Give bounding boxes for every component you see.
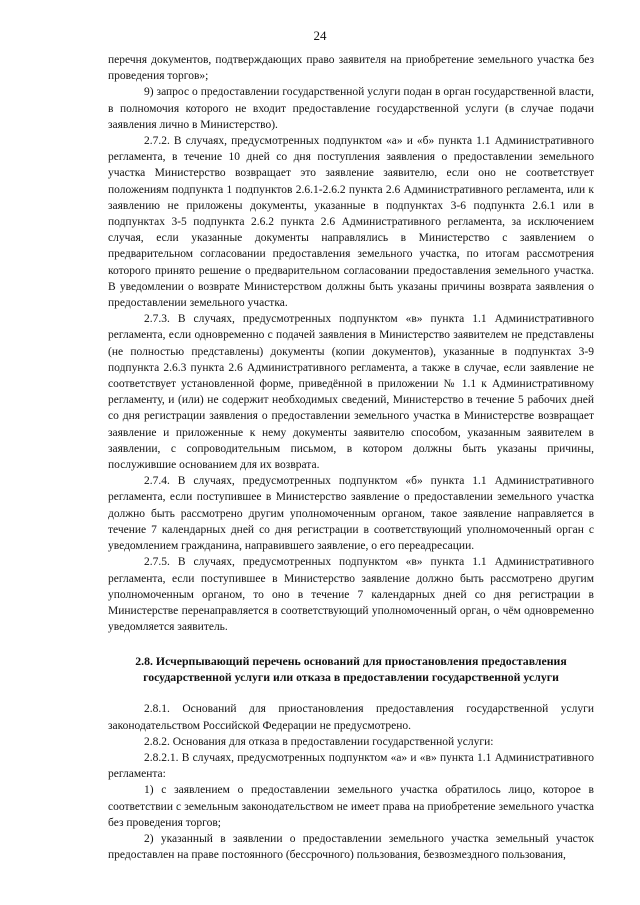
paragraph-item-9: 9) запрос о предоставлении государственной услуги подан в орган государственной власти, в полномочия которого не входит предоставление государственной услуги (в случае подачи заявления лично в Министерство). <box>108 86 594 131</box>
document-body <box>108 52 594 863</box>
paragraph-2-7-4: 2.7.4. В случаях, предусмотренных подпунктом «б» пункта 1.1 Административного регламента, если поступившее в Министерство заявление о предоставлении земельного участка должно быть рассмотрено другим уполномоченным органом, такое заявление направляется в течение 7 календарных дней со дня регистрации в соответствующий уполномоченный орган с уведомлением гражданина, направившего заявление, о его переадресации. <box>108 475 594 553</box>
paragraph-2-7-5: 2.7.5. В случаях, предусмотренных подпунктом «в» пункта 1.1 Административного регламента, если поступившее в Министерство заявление должно быть рассмотрено другим уполномоченным органом, то оно в течение 7 календарных дней со дня регистрации в Министерстве перенаправляется в соответствующий уполномоченный орган, о чём одновременно уведомляется заявитель. <box>108 556 594 634</box>
section-heading-2-8: 2.8. Исчерпывающий перечень оснований для приостановления предоставления государственной услуги или отказа в предоставлении государственной услуги <box>135 654 567 685</box>
paragraph-2-8-1: 2.8.1. Оснований для приостановления предоставления государственной услуги законодательством Российской Федерации не предусмотрено. <box>108 703 594 732</box>
paragraph-continuation: перечня документов, подтверждающих право заявителя на приобретение земельного участка без проведения торгов»; <box>108 54 594 83</box>
paragraph-2-7-3: 2.7.3. В случаях, предусмотренных подпунктом «в» пункта 1.1 Административного регламента, если одновременно с подачей заявления в Министерство заявителем не представлены (не полностью представлены) документы (копии документов), указанные в подпунктах 3-9 подпункта 2.6.3 пункта 2.6 Административного регламента, а также в случае, если заявление не соответствует установленной форме, приведённой в приложении № 1.1 к Административному регламенту, и (или) не содержит необходимых сведений, Министерство в течение 5 рабочих дней со дня регистрации заявления о предоставлении земельного участка в Министерстве возвращает заявление и приложенные к нему документы заявителю способом, указанным заявителем в заявлении, с сопроводительным письмом, в котором должны быть указаны причины, послужившие основанием для их возврата. <box>108 313 594 472</box>
paragraph-2-8-2: 2.8.2. Основания для отказа в предоставлении государственной услуги: <box>144 735 494 748</box>
paragraph-item-2: 2) указанный в заявлении о предоставлении земельного участка земельный участок предоставлен на праве постоянного (бессрочного) пользования, безвозмездного пользования, <box>108 832 594 862</box>
paragraph-item-1: 1) с заявлением о предоставлении земельного участка обратилось лицо, которое в соответствии с земельным законодательством не имеет права на приобретение земельного участка без проведения торгов; <box>108 784 594 829</box>
page-number: 24 <box>313 28 327 43</box>
paragraph-2-7-2: 2.7.2. В случаях, предусмотренных подпунктом «а» и «б» пункта 1.1 Административного регламента, в течение 10 дней со дня поступления заявления о предоставлении земельного участка Министерство возвращает это заявление заявителю, если оно не соответствует положениям подпункта 1 подпунктов 2.6.1-2.6.2 пункта 2.6 Административного регламента, или к заявлению не приложены документы, указанные в подпунктах 3-6 подпункта 2.6.1 или в подпунктах 3-5 подпункта 2.6.2 пункта 2.6 Административного регламента, за исключением случая, если указанные документы направлялись в Министерство с заявлением о предварительном согласовании предоставления земельного участка, по итогам рассмотрения которого принято решение о предварительном согласовании предоставления земельного участка. В уведомлении о возврате Министерством должны быть указаны причины возврата заявления о предоставлении земельного участка. <box>108 135 594 310</box>
paragraph-2-8-2-1: 2.8.2.1. В случаях, предусмотренных подпунктом «а» и «в» пункта 1.1 Административного регламента: <box>108 751 594 781</box>
